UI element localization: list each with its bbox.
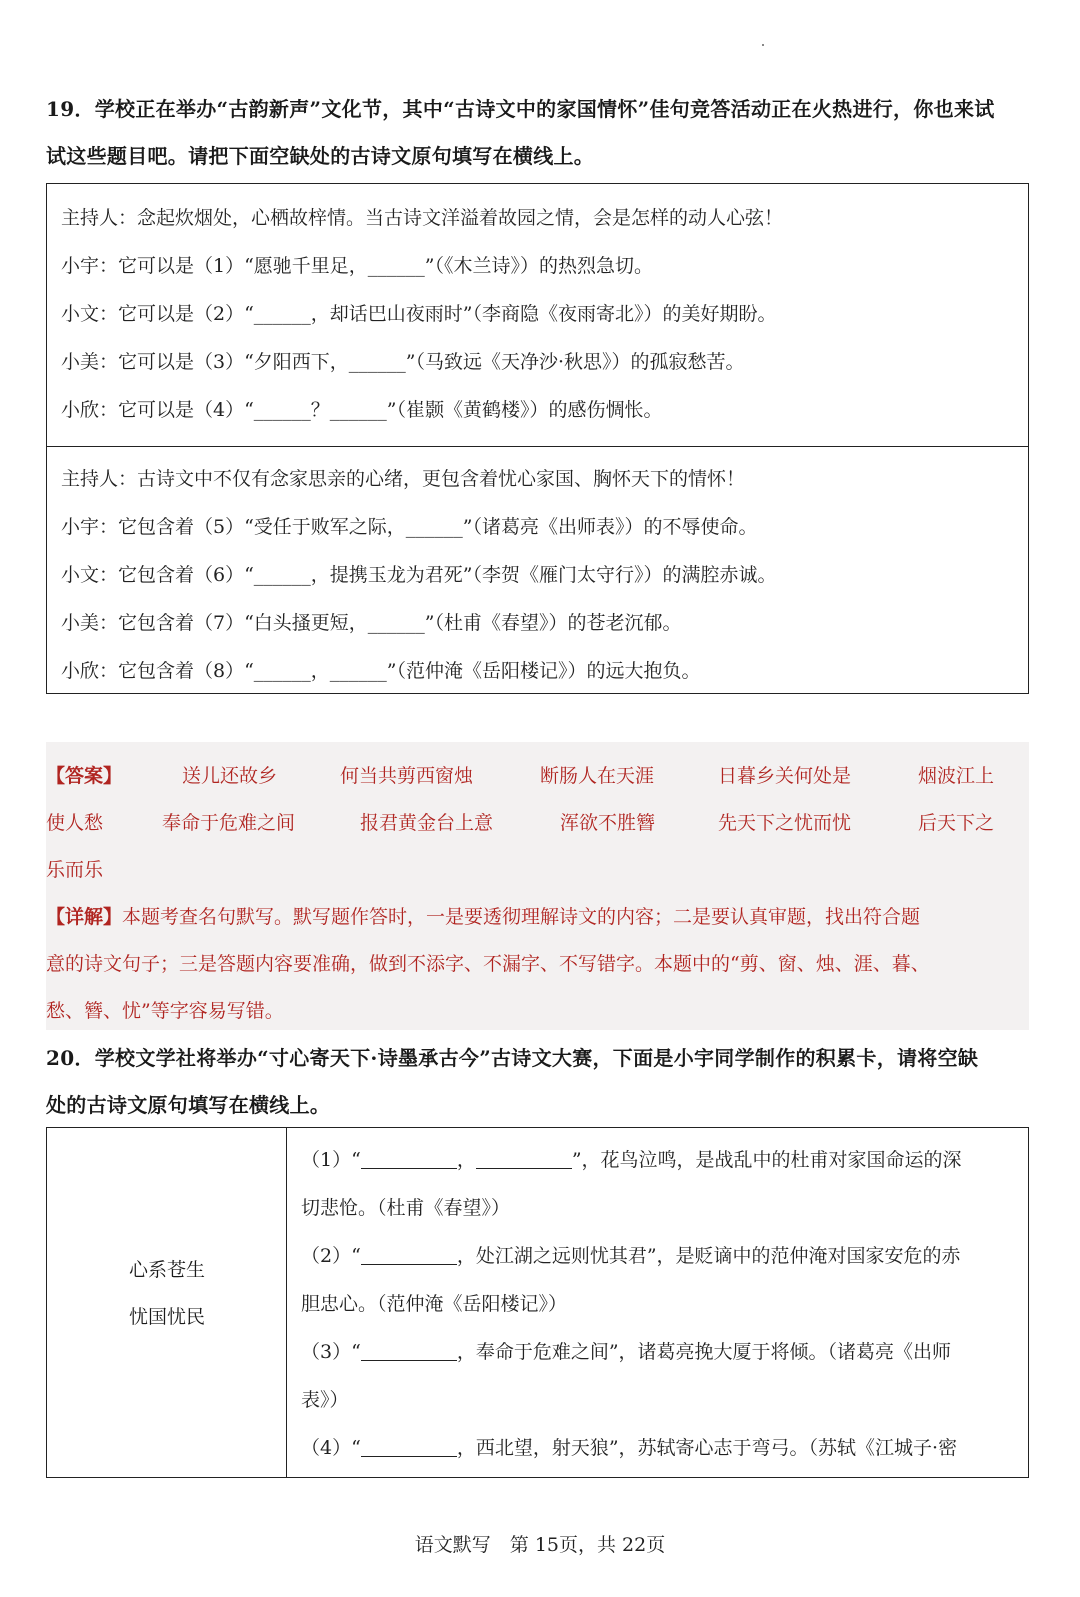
q19-line: 小美：它包含着（7）“白头搔更短，______”（杜甫《春望》）的苍老沉郁。: [61, 612, 682, 634]
q20-text: ，奉命于危难之间”，诸葛亮挽大厦于将倾。（诸葛亮《出师: [456, 1341, 952, 1363]
q20-item-line: [301, 1328, 1021, 1376]
q20-category-line2: 忧国忧民: [128, 1306, 205, 1328]
answer-row-2: [46, 799, 1029, 847]
q20-category-cell: [47, 1128, 287, 1477]
q19-title-line1: 19．学校正在举办“古韵新声”文化节，其中“古诗文中的家国情怀”佳句竞答活动正在火热进行，你也来试: [46, 97, 995, 121]
q20-item-line: [301, 1232, 1021, 1280]
answer-item: 报君黄金台上意: [360, 812, 494, 834]
answer-row-3: [46, 846, 1029, 894]
detail-tag: 【详解】: [46, 906, 123, 928]
q20-item-line: 胆忠心。（范仲淹《岳阳楼记》）: [301, 1293, 568, 1315]
answer-item: 何当共剪西窗烛: [340, 765, 474, 787]
q20-text: （1）“: [301, 1149, 361, 1171]
detail-text: 本题考查名句默写。默写题作答时，一是要透彻理解诗文的内容；二是要认真审题，找出符合题: [122, 906, 921, 928]
q20-item-line: 切悲怆。（杜甫《春望》）: [301, 1197, 511, 1219]
answer-item: 使人愁: [46, 812, 104, 834]
q19-line: 小欣：它可以是（4）“______？______”（崔颢《黄鹤楼》）的感伤惆怅。: [61, 399, 663, 421]
q20-text: ”，花鸟泣鸣，是战乱中的杜甫对家国命运的深: [571, 1149, 962, 1171]
fill-blank: [361, 1245, 457, 1265]
page-footer: 语文默写 第 15页，共 22页: [414, 1534, 666, 1556]
answer-item: 送儿还故乡: [182, 765, 278, 787]
q19-line: 小宇：它可以是（1）“愿驰千里足，______”（《木兰诗》）的热烈急切。: [61, 255, 654, 277]
q20-text: （3）“: [301, 1341, 361, 1363]
q19-line: 小文：它可以是（2）“______，却话巴山夜雨时”（李商隐《夜雨寄北》）的美好期盼。: [61, 303, 777, 325]
q20-title-line1: 20．学校文学社将举办“寸心寄天下·诗墨承古今”古诗文大赛，下面是小宇同学制作的积累卡，请将空缺: [46, 1046, 979, 1070]
answer-item: 浑欲不胜簪: [560, 812, 656, 834]
q20-item-line: [301, 1136, 1021, 1184]
q19-line: 小欣：它包含着（8）“______，______”（范仲淹《岳阳楼记》）的远大抱负。: [61, 660, 701, 682]
answer-item: 日暮乡关何处是: [718, 765, 852, 787]
q19-line: 小宇：它包含着（5）“受任于败军之际，______”（诸葛亮《出师表》）的不辱使命。: [61, 516, 758, 538]
q19-line: 小美：它可以是（3）“夕阳西下，______”（马致远《天净沙·秋思》）的孤寂愁苦。: [61, 351, 745, 373]
answer-tag: 【答案】: [46, 765, 123, 787]
q19-line: 小文：它包含着（6）“______，提携玉龙为君死”（李贺《雁门太守行》）的满腔赤诚。: [61, 564, 777, 586]
q20-text: （2）“: [301, 1245, 361, 1267]
q19-part1: [47, 194, 1028, 434]
q20-text: ，西北望，射天狼”，苏轼寄心志于弯弓。（苏轼《江城子·密: [456, 1437, 958, 1459]
detail-line2: 意的诗文句子；三是答题内容要准确，做到不添字、不漏字、不写错字。本题中的“剪、窗、烛、涯、暮、: [46, 953, 930, 975]
detail-line3: 愁、簪、忧”等字容易写错。: [46, 1000, 284, 1022]
q20-items-cell: [301, 1136, 1021, 1472]
q20-accumulation-card: [46, 1127, 1029, 1478]
fill-blank: [361, 1341, 457, 1361]
q20-category-line1: 心系苍生: [128, 1259, 205, 1281]
fill-blank: [361, 1149, 457, 1169]
detail-line1: [46, 893, 1029, 941]
answer-item: 断肠人在天涯: [540, 765, 655, 787]
scan-dot: [762, 44, 764, 46]
answer-row-1: [46, 752, 1029, 800]
q20-text: （4）“: [301, 1437, 361, 1459]
q20-title-line2: 处的古诗文原句填写在横线上。: [46, 1093, 331, 1117]
answer-item: 乐而乐: [46, 859, 104, 881]
q19-part2: [47, 446, 1028, 695]
q19-line: 主持人：古诗文中不仅有念家思亲的心绪，更包含着忧心家国、胸怀天下的情怀！: [61, 468, 746, 490]
answer-item: 奉命于危难之间: [162, 812, 296, 834]
q19-line: 主持人：念起炊烟处，心栖故梓情。当古诗文洋溢着故园之情，会是怎样的动人心弦！: [61, 207, 784, 229]
answer-item: 先天下之忧而忧: [718, 812, 852, 834]
answer-item: 后天下之: [918, 812, 995, 834]
q20-item-line: 表》）: [301, 1389, 349, 1411]
answer-item: 烟波江上: [918, 765, 995, 787]
q19-dialogue-box: [46, 183, 1029, 694]
fill-blank: [476, 1149, 572, 1169]
q20-text: ，: [456, 1149, 476, 1171]
fill-blank: [361, 1437, 457, 1457]
q19-title-line2: 试这些题目吧。请把下面空缺处的古诗文原句填写在横线上。: [46, 144, 595, 168]
q20-item-line: [301, 1424, 1021, 1472]
q20-text: ，处江湖之远则忧其君”，是贬谪中的范仲淹对国家安危的赤: [456, 1245, 961, 1267]
